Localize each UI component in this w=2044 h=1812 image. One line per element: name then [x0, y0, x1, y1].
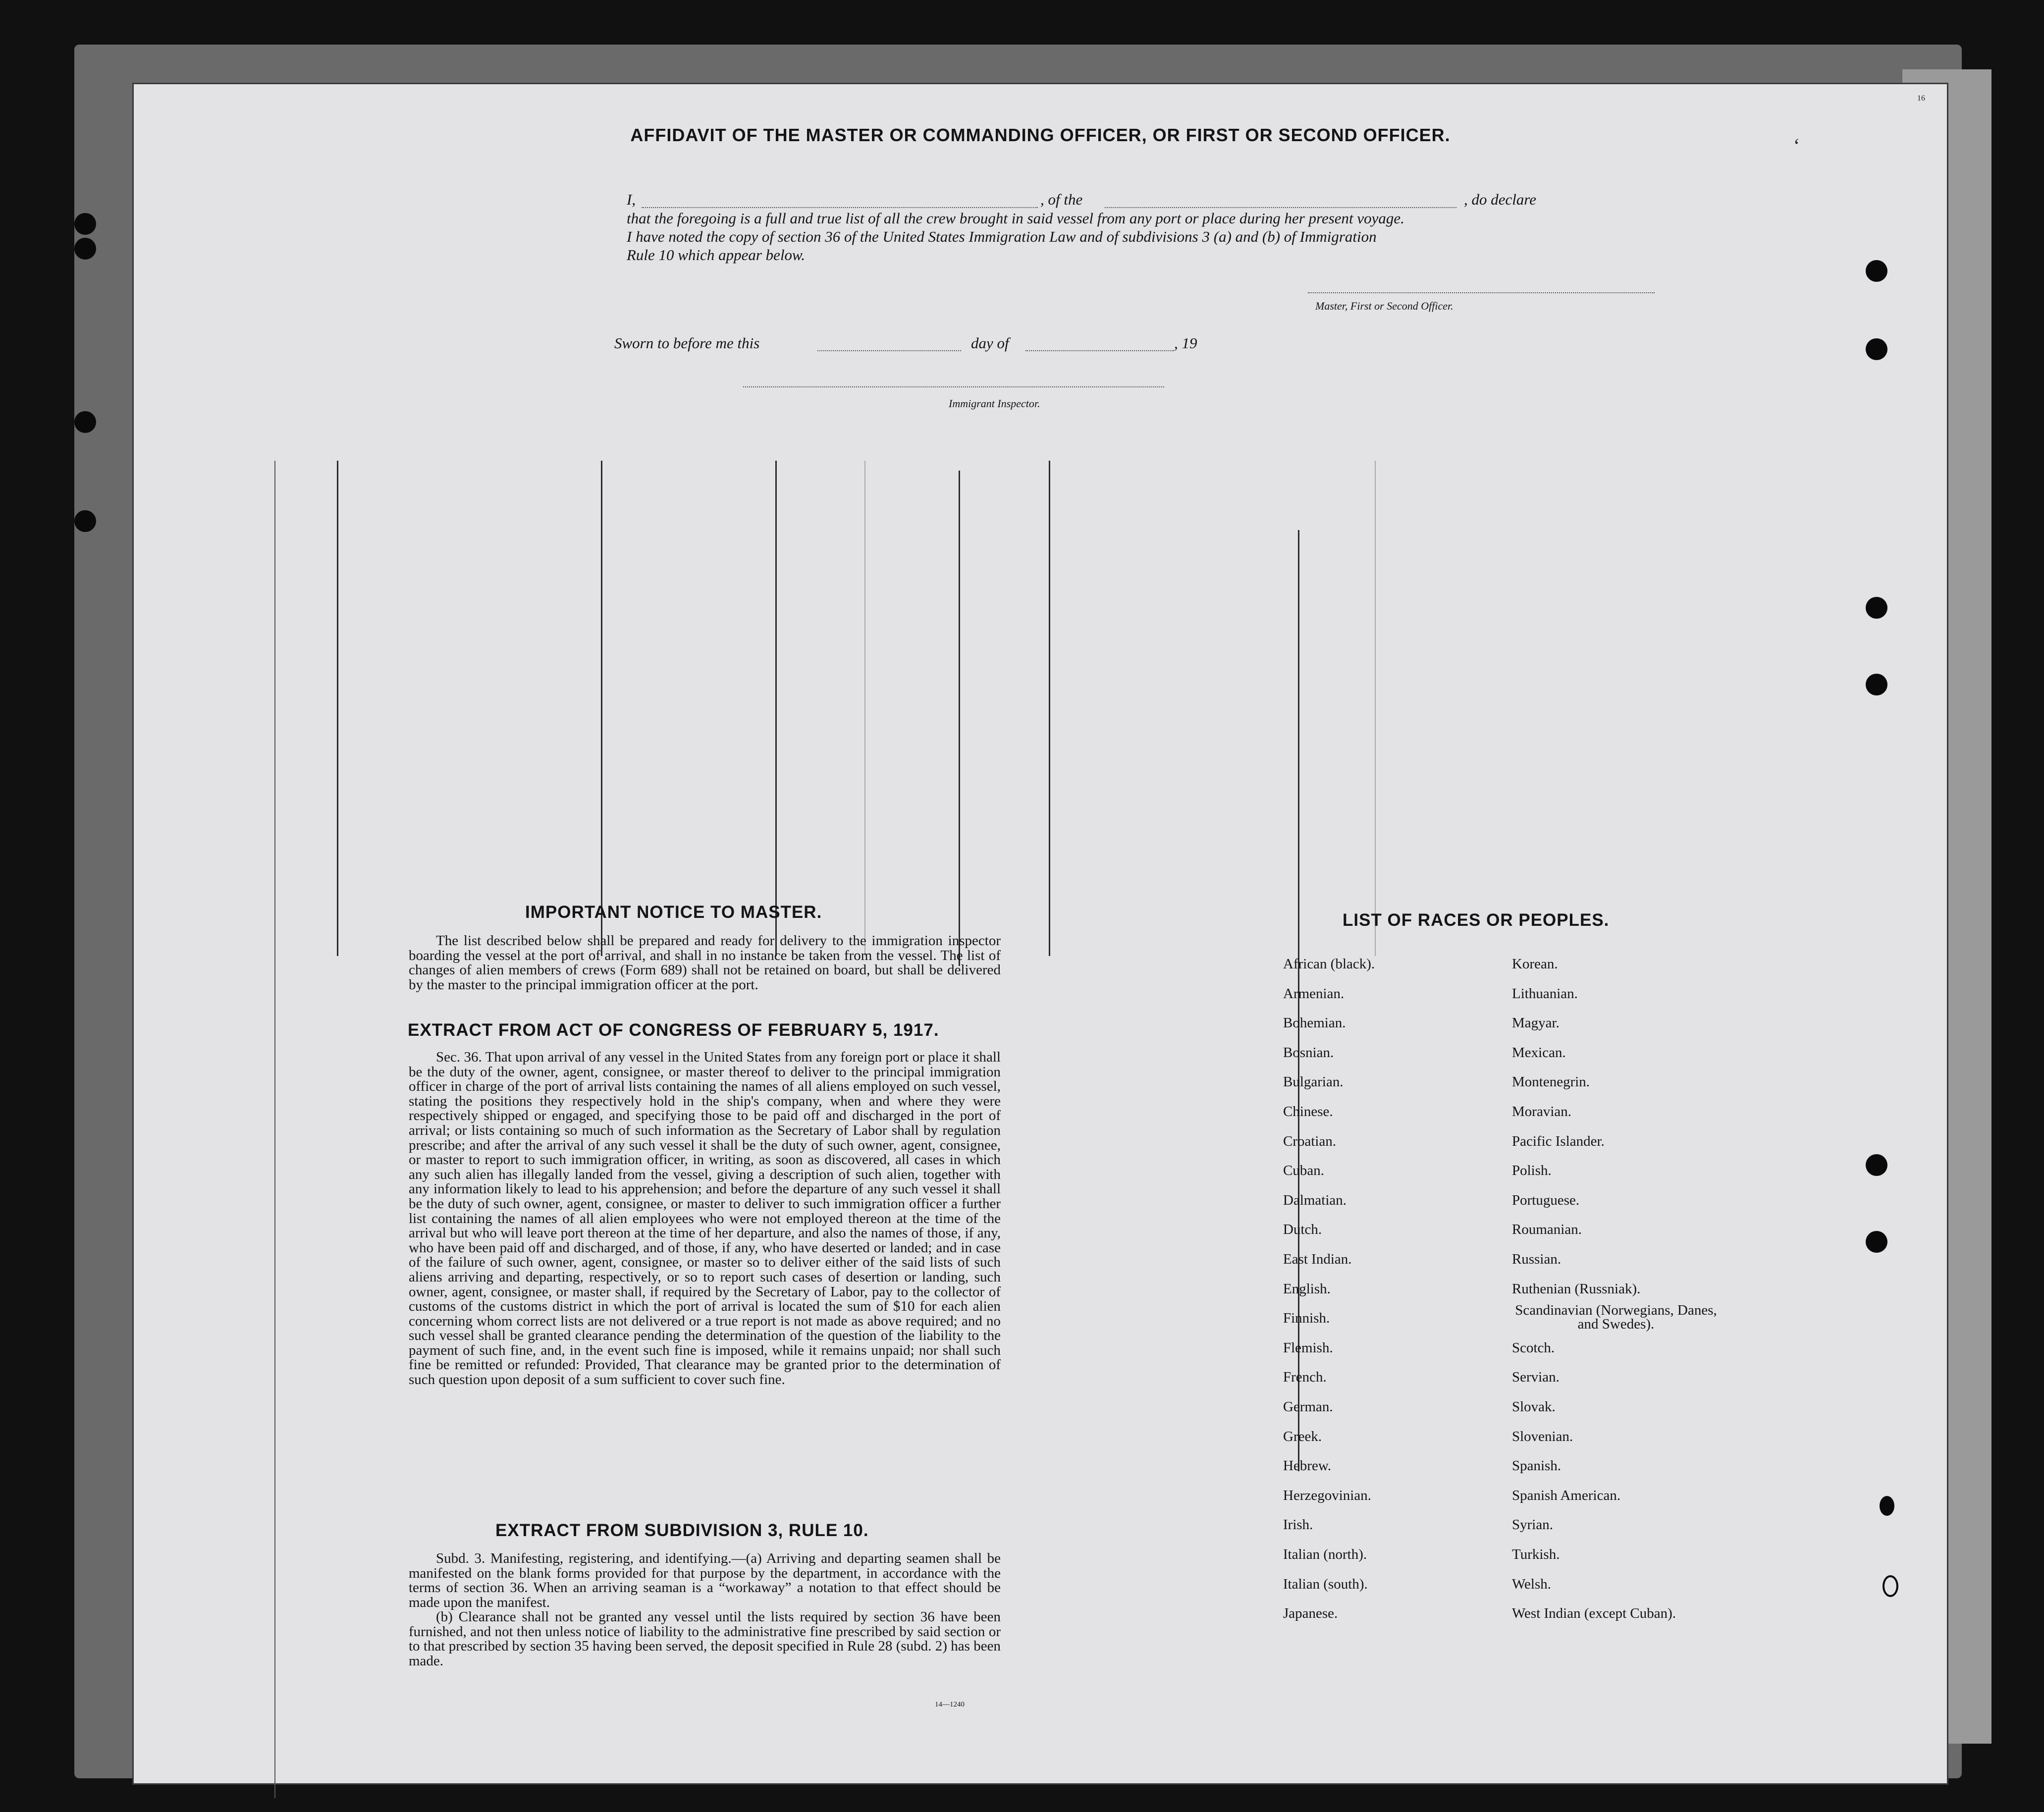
- binder-hole-right: [1866, 597, 1887, 619]
- race-item: Dalmatian.: [1283, 1192, 1347, 1208]
- race-item: Scandinavian (Norwegians, Danes, and Swedes).: [1515, 1302, 1717, 1332]
- race-item: Armenian.: [1283, 985, 1345, 1002]
- race-item: Russian.: [1512, 1251, 1561, 1267]
- affidavit-declare-suffix: , do declare: [1464, 191, 1537, 208]
- race-item: Scotch.: [1512, 1339, 1555, 1356]
- bleed-through-heading: [386, 149, 394, 178]
- ruled-column-line: [274, 461, 275, 1798]
- race-item: African (black).: [1283, 956, 1375, 972]
- ruled-column-line: [601, 461, 602, 956]
- race-item: Pacific Islander.: [1512, 1133, 1605, 1149]
- declarant-name-blank[interactable]: [642, 207, 1038, 208]
- form-number: 14—1240: [935, 1701, 965, 1708]
- race-item: Greek.: [1283, 1428, 1322, 1444]
- manifest-page: [134, 84, 1947, 1783]
- affidavit-declarant-prefix: I,: [627, 191, 636, 208]
- races-title: LIST OF RACES OR PEOPLES.: [1343, 910, 1610, 930]
- race-item: Bulgarian.: [1283, 1074, 1344, 1090]
- race-item: Servian.: [1512, 1369, 1560, 1386]
- sworn-year-prefix: , 19: [1174, 334, 1197, 352]
- ink-mark: ‘: [1793, 134, 1800, 157]
- race-item: Spanish.: [1512, 1458, 1561, 1474]
- race-item: Bosnian.: [1283, 1044, 1334, 1061]
- race-item: Spanish American.: [1512, 1487, 1621, 1503]
- signer-label: Master, First or Second Officer.: [1315, 300, 1453, 312]
- signature-blank[interactable]: [1308, 292, 1655, 293]
- race-item: Portuguese.: [1512, 1192, 1580, 1208]
- race-item: Moravian.: [1512, 1104, 1571, 1119]
- inspector-label: Immigrant Inspector.: [949, 397, 1040, 410]
- binder-hole-right: [1866, 260, 1887, 282]
- race-item: Mexican.: [1512, 1044, 1566, 1061]
- race-item: Flemish.: [1283, 1339, 1333, 1356]
- ruled-column-line: [959, 471, 960, 966]
- binder-hole-right: [1883, 1575, 1898, 1597]
- rule-extract-title: EXTRACT FROM SUBDIVISION 3, RULE 10.: [495, 1521, 869, 1540]
- binder-hole-right: [1880, 1496, 1894, 1516]
- ruled-column-line: [337, 461, 338, 956]
- affidavit-line-2: that the foregoing is a full and true list of all the crew brought in said vessel from any port or place during her present voyage.: [627, 210, 1404, 227]
- notice-text: The list described below shall be prepared and ready for delivery to the immigration inspector boarding the vessel at the port of arrival, and shall in no instance be taken from the vessel. The list of changes of alien members of crews (Form 689) shall not be retained on board, but shall be delivered by the master to the principal immigration officer at the port.: [409, 933, 1001, 993]
- affidavit-vessel-prefix: , of the: [1040, 191, 1083, 208]
- race-item: East Indian.: [1283, 1251, 1352, 1267]
- notice-title: IMPORTANT NOTICE TO MASTER.: [525, 903, 822, 922]
- inspector-signature-blank[interactable]: [743, 386, 1164, 387]
- race-item: Italian (south).: [1283, 1576, 1368, 1592]
- corner-stamp: 16: [1917, 94, 1925, 103]
- affidavit-line-4: Rule 10 which appear below.: [627, 246, 806, 264]
- binder-hole-left: [74, 213, 96, 235]
- ruled-column-line: [1049, 461, 1050, 956]
- race-item: Syrian.: [1512, 1517, 1553, 1533]
- affidavit-title: AFFIDAVIT OF THE MASTER OR COMMANDING OFFICER, OR FIRST OR SECOND OFFICER.: [630, 125, 1451, 145]
- race-item: German.: [1283, 1399, 1333, 1415]
- sworn-prefix: Sworn to before me this: [614, 334, 760, 352]
- sworn-month-prefix: day of: [971, 334, 1009, 352]
- race-item: Roumanian.: [1512, 1222, 1582, 1238]
- binder-hole-left: [74, 238, 96, 260]
- act-extract-title: EXTRACT FROM ACT OF CONGRESS OF FEBRUARY 5, 1917.: [408, 1020, 939, 1040]
- race-item: Welsh.: [1512, 1576, 1552, 1592]
- affidavit-line-3: I have noted the copy of section 36 of the United States Immigration Law and of subdivisions 3 (a) and (b) of Immigration: [627, 228, 1377, 245]
- race-item: Irish.: [1283, 1517, 1313, 1533]
- race-item: English.: [1283, 1280, 1331, 1297]
- race-item: Herzegovinian.: [1283, 1487, 1371, 1503]
- vessel-name-blank[interactable]: [1105, 207, 1456, 208]
- race-item: Cuban.: [1283, 1163, 1324, 1179]
- race-item: Bohemian.: [1283, 1015, 1346, 1031]
- race-item: Italian (north).: [1283, 1546, 1367, 1562]
- race-item: Lithuanian.: [1512, 985, 1578, 1002]
- race-item: Japanese.: [1283, 1605, 1338, 1622]
- binder-hole-right: [1866, 338, 1887, 360]
- race-item: Slovak.: [1512, 1399, 1556, 1415]
- race-item: Slovenian.: [1512, 1428, 1573, 1444]
- ruled-column-line: [775, 461, 777, 956]
- binder-hole-right: [1866, 1231, 1887, 1253]
- race-item: Croatian.: [1283, 1133, 1337, 1149]
- race-item: Hebrew.: [1283, 1458, 1332, 1474]
- race-item: Finnish.: [1283, 1310, 1330, 1327]
- race-item: Korean.: [1512, 956, 1558, 972]
- binder-hole-right: [1866, 674, 1887, 695]
- binder-hole-right: [1866, 1154, 1887, 1176]
- race-item: Montenegrin.: [1512, 1074, 1590, 1090]
- race-item: Chinese.: [1283, 1104, 1333, 1119]
- race-item: Polish.: [1512, 1163, 1552, 1179]
- act-extract-text: Sec. 36. That upon arrival of any vessel in the United States from any foreign port or place it shall be the duty of the owner, agent, consignee, or master thereof to deliver to the principal immigration officer in charge of the port of arrival lists containing the names of all aliens employed on such vessel, stating the positions they respectively hold in the ship's company, when and where they were respectively shipped or engaged, and specifying those to be paid off and discharged in the port of arrival; or lists containing so much of such information as the Secretary of Labor shall by regulation prescribe; and after the arrival of any such vessel it shall be the duty of such owner, agent, consignee, or master to report to such immigration officer, in writing, as soon as discovered, all cases in which any such alien has illegally landed from the vessel, giving a description of such alien, together with any information likely to lead to his apprehension; and before the departure of any such vessel it shall be the duty of such owner, agent, consignee, or master to deliver to such immigration officer a further list containing the names of all alien employees who were not employed thereon at the time of the arrival but who will leave port thereon at the time of her departure, and also the names of those, if any, who have been paid off and discharged, and of those, if any, who have deserted or landed; and in case of the failure of such owner, agent, consignee, or master so to deliver either of the said lists of such aliens arriving and departing, respectively, or so to report such cases of desertion or landing, such owner, agent, consignee, or master shall, if required by the Secretary of Labor, pay to the collector of customs of the customs district in which the port of arrival is located the sum of $10 for each alien concerning whom correct lists are not delivered or a true report is not made as above required; and no such vessel shall be granted clearance pending the determination of the question of the liability to the payment of such fine, and, in the event such fine is imposed, while it remains unpaid; nor shall such fine be remitted or refunded: Provided, That clearance may be granted prior to the determination of such question upon deposit of a sum sufficient to cover such fine.: [409, 1049, 1001, 1388]
- sworn-day-blank[interactable]: [817, 350, 961, 351]
- race-item: Magyar.: [1512, 1015, 1560, 1031]
- race-item: Ruthenian (Russniak).: [1512, 1280, 1641, 1297]
- binder-hole-left: [74, 510, 96, 532]
- race-item: Turkish.: [1512, 1546, 1560, 1562]
- binder-hole-left: [74, 411, 96, 433]
- rule-extract-text-b: (b) Clearance shall not be granted any vessel until the lists required by section 36 have been furnished, and not then unless notice of liability to the administrative fine prescribed by said section or to that prescribed by section 35 having been served, the deposit specified in Rule 28 (subd. 2) has been made.: [409, 1609, 1001, 1669]
- race-item: West Indian (except Cuban).: [1512, 1605, 1676, 1622]
- ruled-column-line: [1375, 461, 1376, 956]
- sworn-month-blank[interactable]: [1025, 350, 1174, 351]
- race-item: French.: [1283, 1369, 1327, 1386]
- ruled-column-line: [864, 461, 865, 956]
- race-item: Dutch.: [1283, 1222, 1322, 1238]
- rule-extract-text-a: Subd. 3. Manifesting, registering, and identifying.—(a) Arriving and departing seamen shall be manifested on the blank forms provided for that purpose by the department, in accordance with the terms of section 36. When an arriving seaman is a “workaway” a notation to that effect should be made upon the manifest.: [409, 1550, 1001, 1610]
